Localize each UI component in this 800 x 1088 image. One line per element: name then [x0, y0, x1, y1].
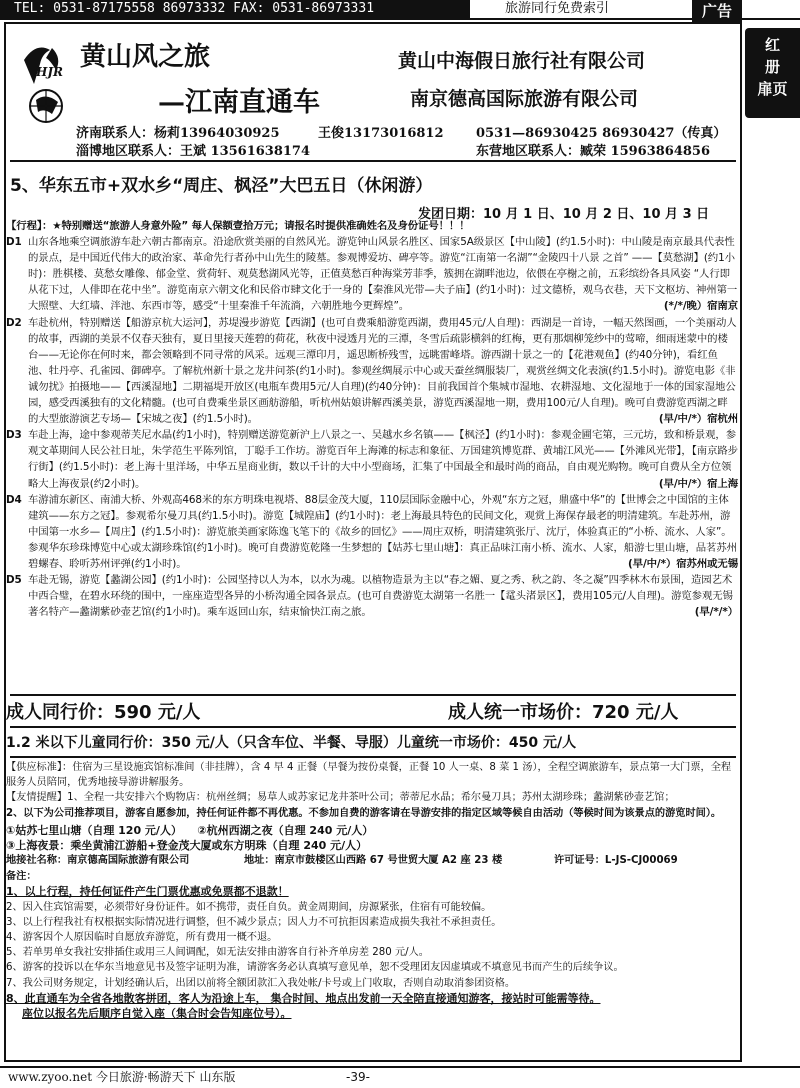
side-tab-char: 册: [764, 58, 780, 76]
optional-item-3: ③上海夜景：乘坐黄浦江游船+登金茂大厦或东方明珠（自理 240 元/人）: [6, 839, 368, 853]
remark-item: 5、若单男单女我社安排插住或用三人间调配，如无法安排由游客自行补齐单房差 280 元/人。: [6, 947, 429, 959]
itinerary-day: [6, 492, 738, 572]
contact-jinan: 济南联系人：杨莉13964030925: [76, 126, 280, 141]
title-sub: —江南直通车: [158, 87, 320, 118]
supply-standard: 【供应标准】：住宿为三星设施宾馆标准间（非挂牌），含 4 早 4 正餐（早餐为按份桌餐，正餐 10 人一桌、8 菜 1 汤），全程空调旅游车，景点第一大门票，全程服务人员陪同，优秀地接导游讲解服务。: [6, 762, 732, 789]
page-number: -39-: [346, 1070, 370, 1084]
itinerary-day: [6, 572, 738, 620]
logo: [16, 40, 76, 130]
side-tab: [745, 28, 800, 118]
remark-item: 2、因入住宾馆需要，必须带好身份证件。如不携带，责任自负。黄金周期间，房源紧张，住宿有可能较偏。: [6, 901, 492, 913]
divider: [10, 160, 736, 162]
adult-market-price: 成人统一市场价：720 元/人: [448, 702, 679, 723]
price-row: [6, 698, 736, 724]
remark-item: 3、以上行程我社有权根据实际情况进行调整，但不减少景点；因人力不可抗拒因素造成损失我社不承担责任。: [6, 916, 502, 928]
day-text: 车赴上海，途中参观蒂芙尼水晶(约1小时)，特别赠送游览新沪上八景之一、吴越水乡名镇——【枫泾】(约1小时)：参观金圃宅第，三元坊，致和桥景观，参观文革期间人民公社日址，朱学范生平陈列馆，丁聪手工作坊。游览百年上海滩的标志和象征、万国建筑博览群、黄埔江风光——【外滩风光带】，【南京路步行街】(约1.5小时)：老上海十里洋场，中华五星商业街，数以千计的大中小型商场，汇集了中国最全和最时尚的商品，自由观光购物。晚可自费从全方位领略大上海夜景(约2小时)。: [28, 429, 738, 490]
logo-icon: [16, 40, 76, 130]
remarks-title: 备注：: [6, 871, 37, 883]
day-text: 车赴无锡，游览【蠡湖公园】(约1小时)：公园坚持以人为本，以水为魂。以植物造景为主以“春之媚、夏之秀、秋之韵、冬之凝”四季林木布景围，造园艺术中西合璧，在碧水环绕的围中，一座座造型各异的小桥沟通全园各景点。(也可自费游览太湖第一名胜一【鼋头渚景区】，费用105元/人自理)。游览参观无锡著名特产—蠡湖紫砂壶艺馆(约1小时)。乘车返回山东，结束愉快江南之旅。: [28, 574, 733, 619]
remark-item: 8、此直通车为全省各地散客拼团，客人为沿途上车， 集合时间、地点出发前一天全陪直接通知游客，接站时可能需等待。: [6, 991, 601, 1005]
top-bar: [0, 0, 800, 20]
day-meals: (*/*/晚）宿南京: [663, 300, 738, 313]
day-label: D3: [6, 429, 22, 442]
day-text: 山东各地乘空调旅游车赴六朝古都南京。沿途欣赏美丽的自然风光。游览钟山风景名胜区、国家5A级景区【中山陵】(约1.5小时)：中山陵是南京最具代表性的景点，是中国近代伟大的政治家、革命先行者孙中山先生的陵墓。参观博爱坊、碑亭等。游览“江南第一名湖”“金陵四十八景 之首” ——【莫愁湖】(约1小时)：胜棋楼、莫愁女雕像、郁金堂、赏荷轩、观莫愁湖风光等，正值莫愁百种海棠芳菲季，簇拥在湖畔池边，依偎在亭榭之前，五彩缤纷各具风姿 “人行即从花下过，人俳即在花中坐”。游览南京六朝文化和民俗市肆文化于一身的【秦淮风光带—夫子庙】(约1小时)：过文德桥，观乌衣巷，天下文枢坊、神州第一大照壁、大红墙、泮池、东西市等，感受“十里秦淮千年流淌，六朝胜地今更辉煌”。: [28, 236, 738, 313]
itinerary-day: [6, 315, 738, 428]
contact-dongying: 东营地区联系人：臧荣 15963864856: [476, 144, 711, 159]
title-main: 黄山风之旅: [80, 42, 211, 72]
optional-item-2: ②杭州西湖之夜（自理 240 元/人）: [197, 823, 374, 837]
tour-title: 5、华东五市+双水乡“周庄、枫泾”大巴五日（休闲游）: [10, 176, 433, 196]
itinerary-day: [6, 234, 738, 314]
day-text: 车赴杭州，特别赠送【船游京杭大运河】，苏堤漫步游览【西湖】(也可自费乘船游览西湖，费用45元/人自理)：西湖是一首诗，一幅天然图画，一个美丽动人的故事，西湖的美景不仅春天独有，夏日里接天莲碧的荷花，秋夜中浸透月光的三潭，冬雪后疏影横斜的红梅，更有那烟柳笼纱中的莺啼，细雨迷蒙中的楼台——无论你在何时来，都会领略到不同寻常的风采。远观三潭印月，遥思断桥残雪，远眺雷峰塔。游西湖十景之一的【花港观鱼】(约40分钟)，看红鱼池、牡丹亭、孔雀园、御碑亭。了解杭州新十景之龙井问茶(约1小时)。参观丝绸展示中心或天蚕丝绸服装厂，观赏丝绸文化表演(约1.5小时)。游览电影《非诚勿扰》拍摄地——【西溪湿地】二期福堤开放区(电瓶车费用5元/人自理)(约40分钟)：目前我国首个集城市湿地、农耕湿地、文化湿地于一体的国家湿地公园，感受西溪独有的文化精髓。(也可自费乘坐景区画舫游船，听杭州姑娘讲解西溪美景，游览西溪湿地一期，费用100元/人自理)。晚可自费游览西湖之畔的大型旅游演艺专场—【宋城之夜】(约1.5小时)。: [28, 316, 737, 426]
remark-item: 座位以报名先后顺序自觉入座（集合时会告知座位号）。: [22, 1007, 292, 1021]
company-2: 南京德高国际旅游有限公司: [410, 88, 639, 110]
child-price: 1.2 米以下儿童同行价：350 元/人（只含车位、半餐、导服）儿童统一市场价：450 元/人: [6, 735, 577, 751]
remark-item: 4、游客因个人原因临时自愿放弃游览，所有费用一概不退。: [6, 932, 278, 944]
itinerary: [6, 218, 738, 620]
logo-text: HJR: [36, 65, 63, 79]
side-tab-char: 扉: [757, 80, 773, 98]
itinerary-intro: 【行程】：★特别赠送“旅游人身意外险” 每人保额壹拾万元；请报名时提供准确姓名及身份证号！！！: [6, 220, 470, 232]
side-tab-char: 红: [764, 36, 780, 54]
day-label: D2: [6, 316, 22, 329]
day-text: 车游浦东新区、南浦大桥、外观高468米的东方明珠电视塔、88层金茂大厦，110层国际金融中心，外观“东方之冠，鼎盛中华”的【世博会之中国馆的主体建筑——东方之冠】。参观希尔曼刀具(约1.5小时)。游览【城隍庙】(约1小时)：老上海最具特色的民间文化，观赏上海保存最老的明清建筑。车赴苏州，游中国第一水乡—【周庄】(约1.5小时)：游览旅美画家陈逸飞笔下的《故乡的回忆》——周庄双桥，明清建筑张厅、沈厅，体验真正的“小桥、流水、人家”。参观华东珍珠博览中心或太湖珍珠馆(约1小时)。晚可自费游览乾隆一生梦想的【姑苏七里山塘】：真正品味江南小桥、流水、人家，船游七里山塘，品茗苏州碧螺春、聆听苏州评弹(约1小时)。: [28, 493, 737, 570]
contact-zibo: 淄博地区联系人：王斌 13561638174: [76, 144, 311, 159]
day-meals: (早/中/*）宿苏州或无锡: [628, 557, 738, 570]
top-contact: TEL: 0531-87175558 86973332 FAX: 0531-86973331: [0, 0, 470, 18]
day-label: D4: [6, 493, 22, 506]
contact-phone: 0531—86930425 86930427（传真）: [476, 126, 727, 141]
optional-item-1: ①姑苏七里山塘（自理 120 元/人）: [6, 823, 182, 837]
agency-address: 地址：南京市鼓楼区山西路 67 号世贸大厦 A2 座 23 楼: [244, 855, 503, 867]
day-meals: (早/*/*）: [694, 606, 738, 619]
contact-jinan-2: 王俊13173016812: [318, 126, 444, 141]
divider: [10, 694, 736, 696]
side-tab-char: 页: [772, 80, 788, 98]
remark-item: 6、游客的投诉以在华东当地意见书及签字证明为准，请游客务必认真填写意见单，恕不受理团友因虚填或不填意见书而产生的后续争议。: [6, 962, 624, 974]
notes: [6, 760, 736, 1021]
ad-label: 广告: [692, 0, 742, 22]
day-label: D1: [6, 236, 22, 249]
departure-dates: 发团日期：10 月 1 日、10 月 2 日、10 月 3 日: [418, 207, 710, 222]
optional-note: 2、以下为公司推荐项目，游客自愿参加，持任何证件都不再优惠。不参加自费的游客请在导游安排的指定区域等候自由活动（等候时间为该景点的游览时间）。: [6, 807, 722, 819]
friendly-reminder: 【友情提醒】1、全程一共安排六个购物店：杭州丝绸；易草人或苏家记龙井茶叶公司；蒂蒂尼水晶；希尔曼刀具；苏州太湖珍珠；蠡湖紫砂壶艺馆；: [6, 792, 675, 804]
license-number: 许可证号：L-JS-CJ00069: [554, 855, 678, 867]
remark-item: 1、以上行程，持任何证件产生门票优惠或免票都不退款！: [6, 885, 289, 899]
top-service: 旅游同行免费索引: [505, 1, 610, 16]
adult-agent-price: 成人同行价：590 元/人: [6, 702, 201, 723]
day-meals: (早/中/*）宿上海: [658, 477, 738, 490]
footer: [0, 1066, 800, 1088]
remark-item: 7、我公司财务规定，计划经确认后，出团以前将全额团款汇入我处帐/卡号或上门收取，否则自动取消参团资格。: [6, 977, 516, 989]
day-label: D5: [6, 574, 22, 587]
company-1: 黄山中海假日旅行社有限公司: [398, 50, 646, 72]
day-meals: (早/中/*）宿杭州: [658, 413, 738, 426]
divider: [10, 756, 736, 758]
footer-site: www.zyoo.net 今日旅游·畅游天下 山东版: [8, 1070, 236, 1084]
agency-name: 地接社名称：南京德高国际旅游有限公司: [6, 855, 190, 867]
divider: [10, 726, 736, 728]
itinerary-day: [6, 427, 738, 491]
